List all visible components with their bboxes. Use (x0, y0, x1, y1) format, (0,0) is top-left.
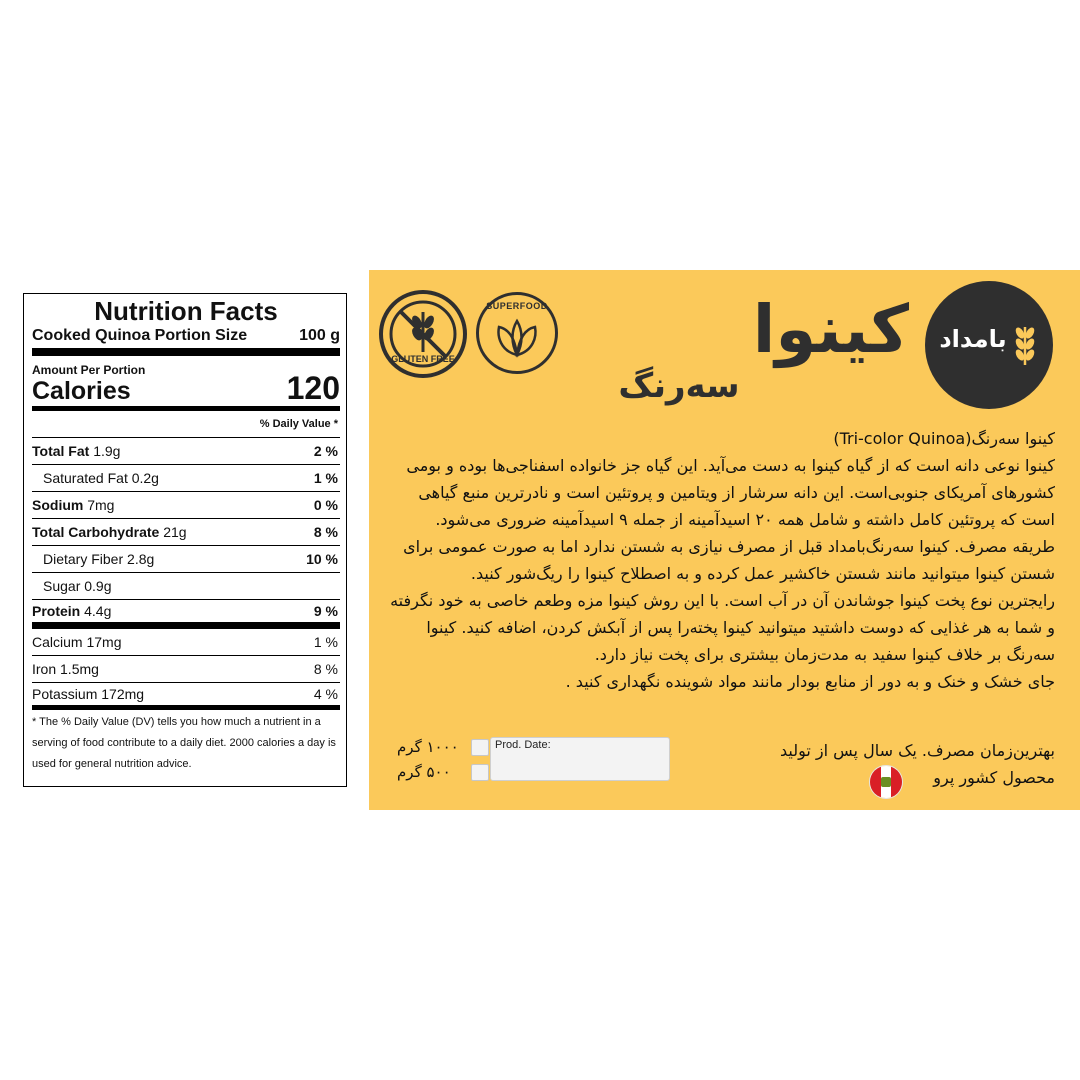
gluten-free-text: GLUTEN FREE (391, 354, 455, 364)
amount-per-portion: Amount Per Portion (32, 363, 146, 377)
nutrient-label: Sugar (43, 578, 81, 594)
nutrient-amount: 0.9g (84, 578, 112, 594)
nutrient-label: Potassium (32, 686, 98, 702)
nutrient-pct: 1 % (313, 634, 338, 650)
brand-logo (925, 281, 1053, 409)
description-heading: کینوا سه‌رنگ(Tri-color Quinoa) (833, 429, 1055, 448)
nutrient-pct: 8 % (313, 524, 338, 540)
nutrient-row (32, 629, 340, 656)
weight-checkbox (471, 739, 489, 756)
nutrient-pct: 8 % (313, 661, 338, 677)
brand-name: بامداد (939, 325, 1007, 353)
nutrient-row (32, 683, 340, 710)
leaf-icon (479, 295, 555, 371)
nutrient-pct: 9 % (313, 603, 338, 619)
nutrient-amount: 4.4g (84, 603, 112, 619)
nutrient-label: Calcium (32, 634, 83, 650)
nutrient-label: Total Carbohydrate (32, 524, 160, 540)
cooking-paragraph: رایجترین نوع پخت کینوا جوشاندن آن در آب است. با این روش کینوا مزه وطعم خاصی به خود نگرفته و شما به هر غذایی که دوست داشتید میتوانید کینوا پخته‌را پس از آبکش کردن، اضافه کنید. کینوا سه‌رنگ بر خلاف کینوا سفید به مدت‌زمان بیشتری برای پخت نیاز دارد. (390, 591, 1055, 664)
gluten-free-badge (379, 290, 467, 378)
product-label (369, 270, 1080, 810)
nutrient-pct: 0 % (313, 497, 338, 513)
nutrient-amount: 17mg (86, 634, 122, 650)
product-name: کینوا (752, 291, 909, 368)
portion-size-label: Cooked Quinoa Portion Size (32, 327, 248, 344)
portion-size-value: 100 g (299, 327, 340, 344)
nutrient-amount: 0.2g (131, 470, 159, 486)
nutrition-facts-panel (23, 293, 347, 787)
best-before-text: بهترین‌زمان مصرف. یک سال پس از تولید (779, 741, 1055, 760)
nutrient-pct: 4 % (313, 686, 338, 702)
description-paragraph: کینوا نوعی دانه است که از گیاه کینوا به دست می‌آید. این گیاه جز خانواده اسفناجی‌ها بوده و بومی کشورهای آمریکای جنوبی‌است. این دانه سرشار از ویتامین و پروتئین است و نادرترین منبع گیاهی است که پروتئین کامل داشته و شامل همه ۲۰ اسیدآمینه از جمله ۹ اسیدآمینه ضروری می‌شود. (406, 456, 1055, 529)
weight-option (397, 735, 489, 759)
production-date-box (490, 737, 670, 781)
portion-size-row (32, 326, 340, 356)
superfood-badge (476, 292, 558, 374)
weight-label: ۱۰۰۰ گرم (397, 738, 459, 756)
nutrient-row (32, 600, 340, 629)
nutrient-label: Sodium (32, 497, 84, 513)
nutrient-pct: 2 % (313, 443, 338, 459)
nutrient-row (32, 546, 340, 573)
nutrient-label: Saturated Fat (43, 470, 128, 486)
weight-label: ۵۰۰ گرم (397, 763, 451, 781)
nutrient-label: Protein (32, 603, 81, 619)
nutrient-row (32, 465, 340, 492)
wheat-icon (1005, 319, 1045, 369)
superfood-text: SUPERFOOD (486, 301, 548, 311)
nutrient-label: Dietary Fiber (43, 551, 124, 567)
product-description (387, 425, 1055, 695)
nutrient-pct: 1 % (313, 470, 338, 486)
nutrition-title: Nutrition Facts (94, 296, 278, 326)
nutrient-amount: 172mg (101, 686, 145, 702)
weight-options (397, 735, 489, 785)
storage-paragraph: جای خشک و خنک و به دور از منابع بودار مانند مواد شوینده نگهداری کنید . (565, 672, 1055, 691)
daily-value-header: % Daily Value * (32, 411, 340, 438)
nutrient-amount: 21g (163, 524, 187, 540)
nutrient-amount: 2.8g (127, 551, 155, 567)
daily-value-footnote: * The % Daily Value (DV) tells you how much a nutrient in a serving of food contribute to a daily diet. 2000 calories a day is used for general nutrition advice. (32, 716, 336, 770)
nutrient-amount: 1.5mg (60, 661, 99, 677)
usage-paragraph: طریقه مصرف. کینوا سه‌رنگ‌بامداد قبل از مصرف نیازی به شستن ندارد اما به صورت عمومی برای شستن کینوا میتوانید مانند شستن خاکشیر عمل کرده و به اصطلاح کینوا را ریگ‌شور کنید. (403, 537, 1055, 583)
product-subtitle: سه‌رنگ (618, 366, 740, 406)
nutrient-pct: 10 % (306, 551, 338, 567)
peru-flag-icon (869, 765, 903, 799)
origin-text: محصول کشور پرو (933, 768, 1055, 787)
nutrient-row (32, 519, 340, 546)
nutrient-row (32, 438, 340, 465)
nutrient-row (32, 656, 340, 683)
weight-option (397, 760, 489, 784)
calories-value: 120 (286, 370, 340, 406)
nutrient-amount: 1.9g (93, 443, 121, 459)
nutrient-label: Iron (32, 661, 57, 677)
calories-label: Calories (32, 377, 131, 405)
nutrient-amount: 7mg (87, 497, 115, 513)
nutrient-row (32, 492, 340, 519)
weight-checkbox (471, 764, 489, 781)
nutrient-label: Total Fat (32, 443, 90, 459)
nutrient-row (32, 573, 340, 600)
production-date-label: Prod. Date: (495, 739, 551, 751)
